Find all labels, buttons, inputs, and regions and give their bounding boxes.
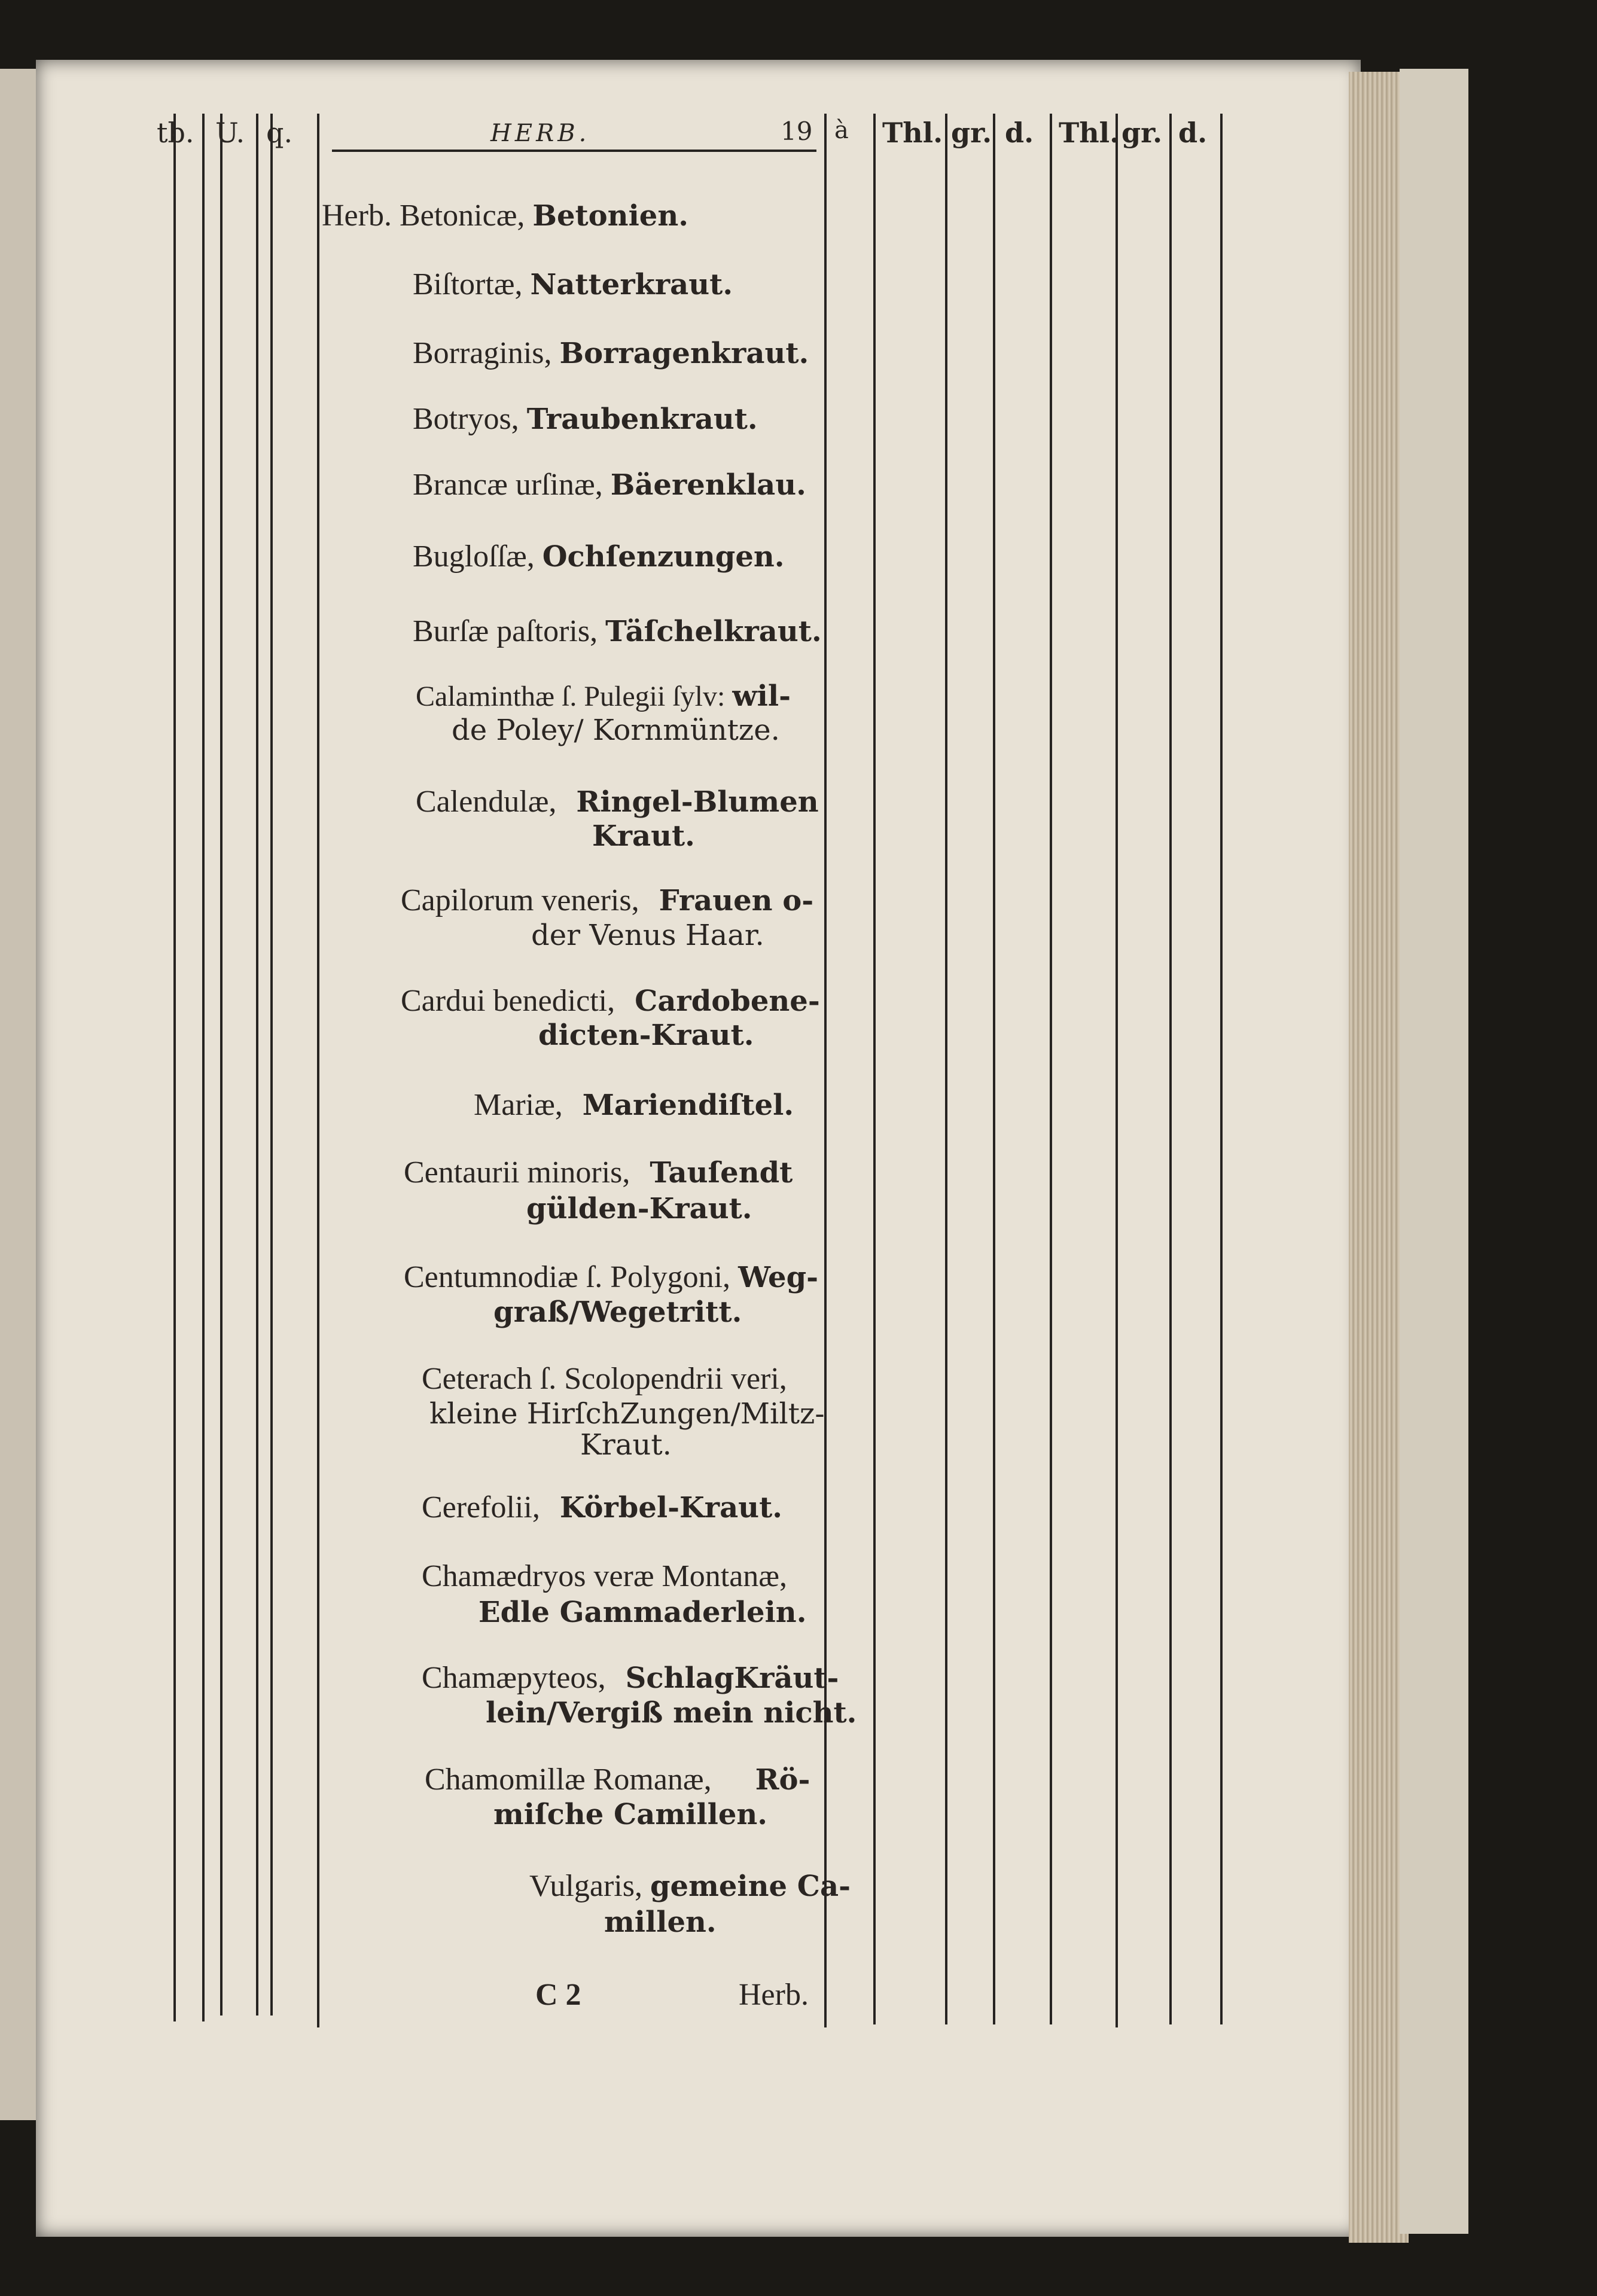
entry-ceterach-cont xyxy=(429,1398,825,1429)
entry-german: Täſchelkraut. xyxy=(605,615,822,648)
entry-latin: Bugloſſæ, xyxy=(413,539,535,574)
rule-line xyxy=(317,114,319,2027)
entry-latin: Cerefolii, xyxy=(422,1490,540,1524)
rule-line xyxy=(173,114,176,2021)
entry-german-cont: millen. xyxy=(604,1905,717,1939)
entry-german-cont: de Poley/ Kornmüntze. xyxy=(452,714,780,747)
entry-latin: Cardui benedicti, xyxy=(401,984,615,1018)
entry-german-cont: Kraut. xyxy=(580,1428,672,1462)
entry-latin: Mariæ, xyxy=(474,1088,563,1122)
entry-latin: Calendulæ, xyxy=(416,785,557,819)
entry-german: Ochſenzungen. xyxy=(542,540,785,574)
rule-line xyxy=(1169,114,1172,2024)
entry-german: Ringel-Blumen xyxy=(576,785,819,819)
entry-cardui xyxy=(401,986,820,1017)
entry-german-cont: Edle Gammaderlein. xyxy=(479,1596,807,1629)
entry-german-cont: kleine HirſchZungen/Miltz- xyxy=(429,1397,825,1431)
header-col-1: tb. xyxy=(157,117,194,149)
rule-line xyxy=(1116,114,1118,2027)
header-thl-2: Thl. xyxy=(1059,117,1120,149)
entry-chamomillae xyxy=(425,1764,810,1795)
entry-mariae xyxy=(474,1090,794,1121)
entry-ceterach xyxy=(422,1364,787,1395)
entry-chamaedryos-cont xyxy=(479,1597,806,1628)
entry-botryos xyxy=(413,404,758,435)
entry-latin: Chamæpyteos, xyxy=(422,1661,606,1695)
entry-german: Tauſendt xyxy=(650,1156,793,1190)
rule-line xyxy=(945,114,947,2024)
rule-line xyxy=(1220,114,1223,2024)
header-price-sep: à xyxy=(834,117,849,144)
rule-line xyxy=(270,114,273,2016)
entry-buglossae xyxy=(413,541,785,572)
entry-latin: Brancæ urſinæ, xyxy=(413,468,603,502)
signature-mark: C 2 xyxy=(535,1978,581,2012)
entry-vulgaris xyxy=(529,1871,851,1902)
header-gr-2: gr. xyxy=(1121,117,1163,149)
entry-german-cont: dicten-Kraut. xyxy=(538,1019,754,1052)
entry-borraginis xyxy=(413,338,809,369)
entry-german-cont: graß/Wegetritt. xyxy=(493,1295,742,1329)
entry-bursae xyxy=(413,616,822,647)
header-thl-1: Thl. xyxy=(882,117,943,149)
header-gr-1: gr. xyxy=(951,117,992,149)
entry-latin: Biſtortæ, xyxy=(413,267,523,301)
entry-german: Frauen o- xyxy=(659,884,814,917)
header-title: HERB. xyxy=(490,120,590,147)
entry-capilorum xyxy=(401,885,813,916)
entry-centaurii-cont xyxy=(526,1193,752,1224)
entry-calendulae xyxy=(416,786,819,818)
header-d-1: d. xyxy=(1005,117,1034,149)
entry-calendulae-cont xyxy=(592,821,695,852)
entry-betonicae xyxy=(322,200,688,231)
entry-german: Borragenkraut. xyxy=(559,337,809,370)
entry-bistortae xyxy=(413,269,733,300)
rule-line xyxy=(1050,114,1052,2024)
entry-latin: Herb. Betonicæ, xyxy=(322,199,525,233)
header-col-3: q. xyxy=(266,117,293,149)
entry-latin: Botryos, xyxy=(413,402,519,436)
entry-ceterach-cont-2 xyxy=(580,1429,672,1460)
entry-cerefolii xyxy=(422,1492,782,1523)
entry-german: Natterkraut. xyxy=(530,268,733,301)
header-d-2: d. xyxy=(1178,117,1208,149)
entry-calaminthae-cont xyxy=(452,715,780,746)
entry-latin: Calaminthæ ſ. Pulegii ſylv: xyxy=(416,681,726,712)
page-fold xyxy=(1400,69,1468,2234)
entry-brancae xyxy=(413,469,806,501)
entry-german: Rö- xyxy=(755,1763,810,1797)
entry-german: Cardobene- xyxy=(635,984,820,1018)
entry-latin: Capilorum veneris, xyxy=(401,883,639,917)
entry-chamaedryos xyxy=(422,1561,787,1592)
entry-german: Weg- xyxy=(738,1261,819,1294)
entry-german: Mariendiſtel. xyxy=(582,1088,794,1122)
entry-chamaepyteos xyxy=(422,1663,839,1694)
rule-line xyxy=(993,114,995,2024)
entry-german-cont: der Venus Haar. xyxy=(531,919,764,952)
rule-line xyxy=(256,114,258,2016)
entry-latin: Borraginis, xyxy=(413,336,552,370)
entry-centumnodiae xyxy=(404,1262,818,1293)
entry-german: wil- xyxy=(732,679,791,713)
rule-line xyxy=(202,114,205,2021)
entry-centumnodiae-cont xyxy=(493,1297,742,1328)
entry-german-cont: lein/Vergiß mein nicht. xyxy=(486,1696,857,1730)
entry-calaminthae xyxy=(416,679,791,713)
entry-latin: Chamædryos veræ Montanæ, xyxy=(422,1559,787,1593)
entry-german-cont: Kraut. xyxy=(592,819,695,853)
entry-german: Betonien. xyxy=(532,199,688,233)
entry-latin: Centaurii minoris, xyxy=(404,1155,630,1190)
entry-chamomillae-cont xyxy=(493,1799,767,1830)
entry-latin: Ceterach ſ. Scolopendrii veri, xyxy=(422,1362,787,1396)
entry-latin: Vulgaris, xyxy=(529,1869,642,1903)
entry-german: Körbel-Kraut. xyxy=(559,1491,782,1524)
entry-vulgaris-cont xyxy=(604,1907,717,1938)
entry-latin: Burſæ paſtoris, xyxy=(413,614,598,648)
entry-german-cont: gülden-Kraut. xyxy=(526,1192,752,1225)
entry-cardui-cont xyxy=(538,1020,754,1051)
entry-german: SchlagKräut- xyxy=(625,1661,839,1695)
entry-latin: Chamomillæ Romanæ, xyxy=(425,1763,712,1797)
page-number: 19 xyxy=(781,117,813,146)
rule-line xyxy=(824,114,827,2027)
entry-latin: Centumnodiæ ſ. Polygoni, xyxy=(404,1260,731,1294)
entry-german-cont: miſche Camillen. xyxy=(493,1798,767,1831)
entry-capilorum-cont xyxy=(531,920,764,951)
header-col-2: U. xyxy=(215,117,245,149)
entry-german: Bäerenklau. xyxy=(610,468,806,502)
header-rule xyxy=(332,150,816,152)
entry-german: gemeine Ca- xyxy=(650,1870,851,1903)
entry-german: Traubenkraut. xyxy=(526,403,758,436)
entry-centaurii xyxy=(404,1157,793,1188)
rule-line xyxy=(873,114,876,2024)
rule-line xyxy=(220,114,223,2016)
catchword: Herb. xyxy=(739,1978,809,2012)
entry-chamaepyteos-cont xyxy=(486,1697,857,1728)
